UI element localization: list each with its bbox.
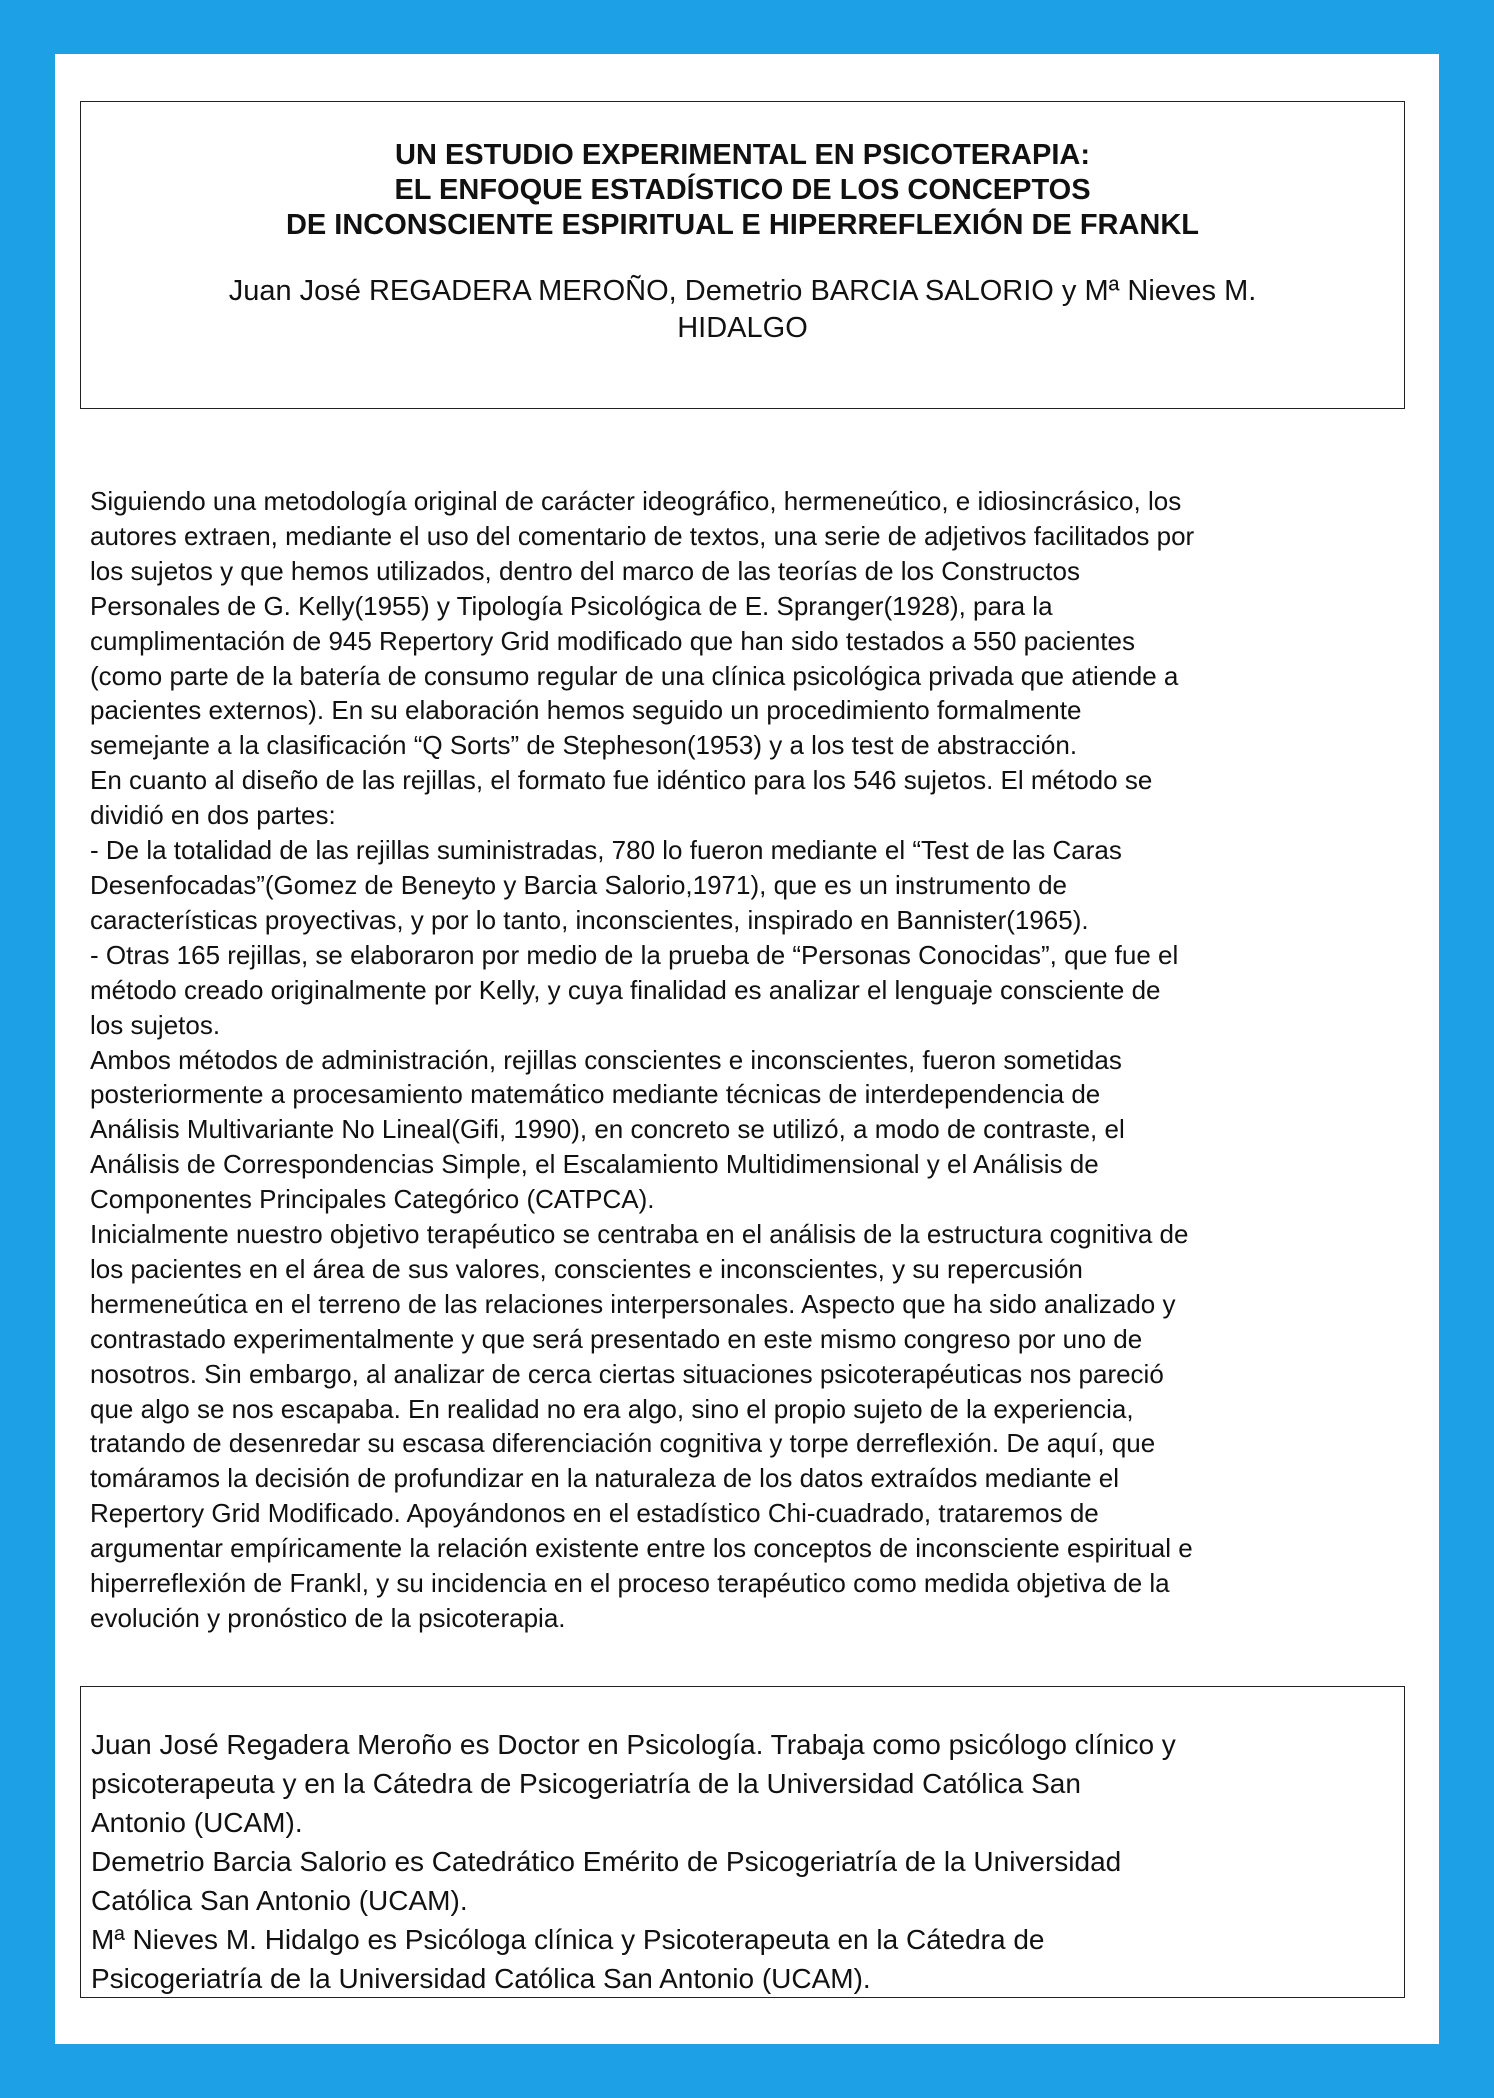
abstract-line: tomáramos la decisión de profundizar en la naturaleza de los datos extraídos mediante el <box>90 1463 1120 1494</box>
author-bio-box <box>80 1686 1405 1998</box>
abstract-line: método creado originalmente por Kelly, y cuya finalidad es analizar el lenguaje consciente de <box>90 974 1161 1005</box>
bio-line: Mª Nieves M. Hidalgo es Psicóloga clínica y Psicoterapeuta en la Cátedra de <box>91 1924 1045 1955</box>
bio-line: Juan José Regadera Meroño es Doctor en Psicología. Trabaja como psicólogo clínico y <box>91 1729 1176 1760</box>
abstract-line: posteriormente a procesamiento matemático mediante técnicas de interdependencia de <box>90 1079 1101 1110</box>
bio-line: Católica San Antonio (UCAM). <box>91 1885 468 1916</box>
title-line: UN ESTUDIO EXPERIMENTAL EN PSICOTERAPIA: <box>395 139 1090 171</box>
bio-line: Psicogeriatría de la Universidad Católica San Antonio (UCAM). <box>91 1963 871 1994</box>
abstract-line: En cuanto al diseño de las rejillas, el formato fue idéntico para los 546 sujetos. El método se <box>90 765 1153 796</box>
abstract-line: - Otras 165 rejillas, se elaboraron por medio de la prueba de “Personas Conocidas”, que fue el <box>90 939 1179 970</box>
abstract-line: semejante a la clasificación “Q Sorts” de Stepheson(1953) y a los test de abstracción. <box>90 730 1078 761</box>
title-box <box>80 101 1405 409</box>
abstract-line: pacientes externos). En su elaboración hemos seguido un procedimiento formalmente <box>90 695 1082 726</box>
abstract-line: Siguiendo una metodología original de carácter ideográfico, hermeneútico, e idiosincrásico, los <box>90 486 1182 516</box>
author-bios <box>91 1725 1176 1998</box>
title-line: DE INCONSCIENTE ESPIRITUAL E HIPERREFLEXIÓN DE FRANKL <box>285 209 1200 241</box>
abstract-line: nosotros. Sin embargo, al analizar de cerca ciertas situaciones psicoterapéuticas nos pareció <box>90 1358 1164 1389</box>
author-line: HIDALGO <box>677 312 808 344</box>
abstract-line: hiperreflexión de Frankl, y su incidencia en el proceso terapéutico como medida objetiva de la <box>90 1568 1170 1599</box>
abstract-line: que algo se nos escapaba. En realidad no era algo, sino el propio sujeto de la experiencia, <box>90 1393 1134 1424</box>
title-line: EL ENFOQUE ESTADÍSTICO DE LOS CONCEPTOS <box>394 174 1091 206</box>
bio-line: Antonio (UCAM). <box>91 1807 303 1838</box>
abstract-line: Análisis Multivariante No Lineal(Gifi, 1990), en concreto se utilizó, a modo de contraste, el <box>90 1114 1125 1145</box>
bio-line: psicoterapeuta y en la Cátedra de Psicogeriatría de la Universidad Católica San <box>91 1768 1081 1799</box>
bio-line: Demetrio Barcia Salorio es Catedrático Emérito de Psicogeriatría de la Universidad <box>91 1846 1122 1877</box>
authors <box>81 273 1404 347</box>
abstract-line: evolución y pronóstico de la psicoterapia. <box>90 1603 566 1633</box>
abstract-line: Personales de G. Kelly(1955) y Tipología Psicológica de E. Spranger(1928), para la <box>90 590 1053 621</box>
abstract-line: Inicialmente nuestro objetivo terapéutico se centraba en el análisis de la estructura cognitiva de <box>90 1219 1189 1250</box>
abstract-line: los sujetos. <box>90 1009 221 1040</box>
abstract-line: Repertory Grid Modificado. Apoyándonos en el estadístico Chi-cuadrado, trataremos de <box>90 1498 1099 1529</box>
document-page <box>55 54 1439 2044</box>
abstract-line: Ambos métodos de administración, rejillas conscientes e inconscientes, fueron sometidas <box>90 1044 1122 1075</box>
abstract-line: Desenfocadas”(Gomez de Beneyto y Barcia Salorio,1971), que es un instrumento de <box>90 869 1067 900</box>
abstract-line: hermeneútica en el terreno de las relaciones interpersonales. Aspecto que ha sido analizado y <box>90 1288 1176 1319</box>
abstract-line: - De la totalidad de las rejillas suministradas, 780 lo fueron mediante el “Test de las Caras <box>90 835 1122 866</box>
abstract-line: los pacientes en el área de sus valores, conscientes e inconscientes, y su repercusión <box>90 1253 1083 1284</box>
abstract-body <box>90 484 1420 1636</box>
abstract-line: dividió en dos partes: <box>90 800 336 831</box>
abstract-line: (como parte de la batería de consumo regular de una clínica psicológica privada que atiende a <box>90 660 1179 691</box>
document-title <box>81 138 1404 243</box>
author-line: Juan José REGADERA MEROÑO, Demetrio BARCIA SALORIO y Mª Nieves M. <box>228 275 1257 307</box>
abstract-line: contrastado experimentalmente y que será presentado en este mismo congreso por uno de <box>90 1323 1143 1354</box>
abstract-line: Análisis de Correspondencias Simple, el Escalamiento Multidimensional y el Análisis de <box>90 1149 1099 1180</box>
abstract-line: Componentes Principales Categórico (CATPCA). <box>90 1184 655 1215</box>
abstract-line: argumentar empíricamente la relación existente entre los conceptos de inconsciente espiritual e <box>90 1533 1193 1564</box>
abstract-line: cumplimentación de 945 Repertory Grid modificado que han sido testados a 550 pacientes <box>90 625 1135 656</box>
abstract-line: los sujetos y que hemos utilizados, dentro del marco de las teorías de los Constructos <box>90 555 1080 586</box>
abstract-line: características proyectivas, y por lo tanto, inconscientes, inspirado en Bannister(1965). <box>90 904 1089 935</box>
abstract-line: autores extraen, mediante el uso del comentario de textos, una serie de adjetivos facilitados por <box>90 520 1195 551</box>
abstract-line: tratando de desenredar su escasa diferenciación cognitiva y torpe derreflexión. De aquí, que <box>90 1428 1156 1459</box>
